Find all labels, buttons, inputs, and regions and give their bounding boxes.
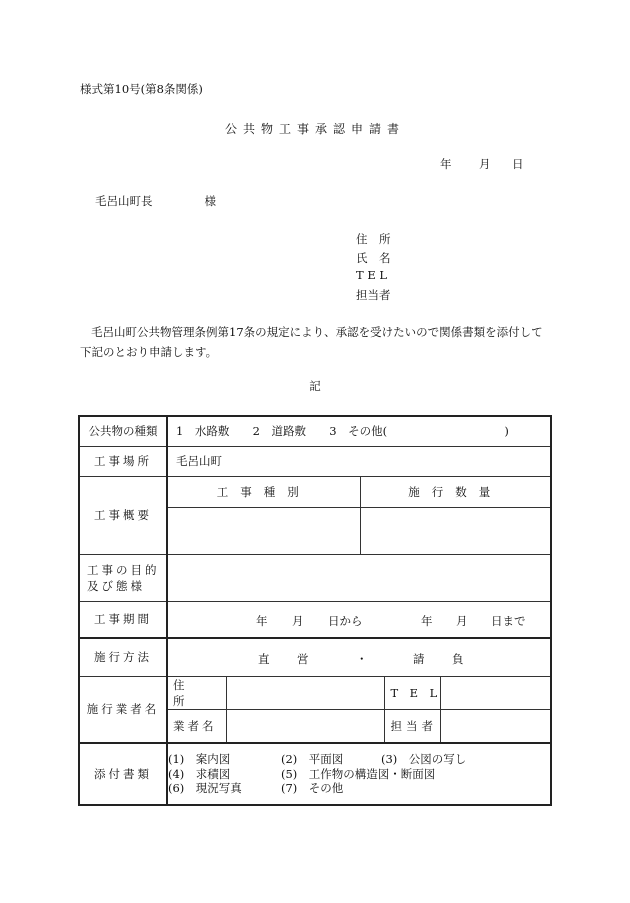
row-attachments [79,743,551,805]
type-option-waterway[interactable]: 1 水路敷 [176,424,230,439]
quantity-header: 施行数量 [360,477,550,508]
method-separator: ・ [356,652,368,666]
attachment-item: (6) 現況写真 [168,781,242,796]
date-day: 日 [512,157,524,171]
applicant-address-label: 住 所 [356,232,391,246]
period-field[interactable] [167,601,551,638]
contractor-address-label: 住 所 [168,677,226,710]
date-year: 年 [440,157,452,171]
row-contractor [79,676,551,743]
purpose-label-line-1: 工事の目的 [87,562,160,577]
row-location [79,446,551,476]
application-table [78,415,552,806]
period-label: 工事期間 [79,601,167,638]
statement-line-1: 毛呂山町公共物管理条例第17条の規定により、承認を受けたいので関係書類を添付して [91,325,543,339]
type-options [167,416,551,446]
period-to: 日まで [491,613,526,628]
attachment-item: (4) 求積図 [168,766,231,781]
quantity-field[interactable] [360,508,550,554]
contractor-contact-field[interactable] [440,709,550,742]
method-direct[interactable]: 直 営 [258,652,317,666]
contractor-label: 施行業者名 [79,676,167,743]
contractor-name-field[interactable] [226,709,384,742]
location-value[interactable]: 毛呂山町 [167,446,551,476]
applicant-name-label: 氏 名 [356,251,391,265]
ki-heading: 記 [309,379,321,393]
type-option-close: ) [504,424,509,439]
application-statement [80,322,560,362]
contractor-tel-label: T E L [384,677,440,710]
addressee-honorific: 様 [204,194,216,208]
purpose-label [79,554,167,601]
applicant-contact-label: 担当者 [356,288,391,302]
contractor-address-field[interactable] [226,677,384,710]
period-from: 日から [328,613,363,628]
period-end-month: 月 [456,613,468,628]
outline-subtable [168,477,550,554]
type-option-road[interactable]: 2 道路敷 [252,424,306,439]
attachment-item: (1) 案内図 [168,752,231,767]
work-type-field[interactable] [168,508,360,554]
attachments-row-1 [168,752,550,767]
contractor-subtable [168,677,550,743]
row-method [79,638,551,676]
row-period [79,601,551,638]
period-start-month: 月 [292,613,304,628]
attachments-label: 添付書類 [79,743,167,805]
purpose-label-line-2: 及び態様 [87,578,145,593]
period-start-year: 年 [256,613,268,628]
method-label: 施行方法 [79,638,167,676]
applicant-tel-label: T E L [356,268,388,282]
document-title: 公共物工事承認申請書 [224,122,405,136]
attachments-row-2 [168,767,550,782]
form-number: 様式第10号(第8条関係) [80,82,203,96]
type-label: 公共物の種類 [79,416,167,446]
addressee-name: 毛呂山町長 [95,194,153,208]
attachments-list [167,743,551,805]
contractor-name-label: 業者名 [168,709,226,742]
row-outline [79,476,551,554]
row-public-type [79,416,551,446]
outline-label: 工事概要 [79,476,167,554]
contractor-contact-label: 担当者 [384,709,440,742]
addressee [95,193,216,209]
period-end-year: 年 [421,613,433,628]
statement-line-2: 下記のとおり申請します。 [80,345,218,359]
attachment-item: (2) 平面図 [281,752,344,767]
row-purpose [79,554,551,601]
attachments-row-3 [168,781,550,796]
method-contract[interactable]: 請 負 [413,652,472,666]
type-option-other[interactable]: 3 その他( [329,424,388,439]
attachment-item: (7) その他 [281,781,344,796]
date-month: 月 [479,157,491,171]
attachment-item: (3) 公図の写し [381,752,467,767]
location-label: 工事場所 [79,446,167,476]
purpose-field[interactable] [167,554,551,601]
work-type-header: 工事種別 [168,477,360,508]
contractor-tel-field[interactable] [440,677,550,710]
attachment-item: (5) 工作物の構造図・断面図 [281,766,436,781]
